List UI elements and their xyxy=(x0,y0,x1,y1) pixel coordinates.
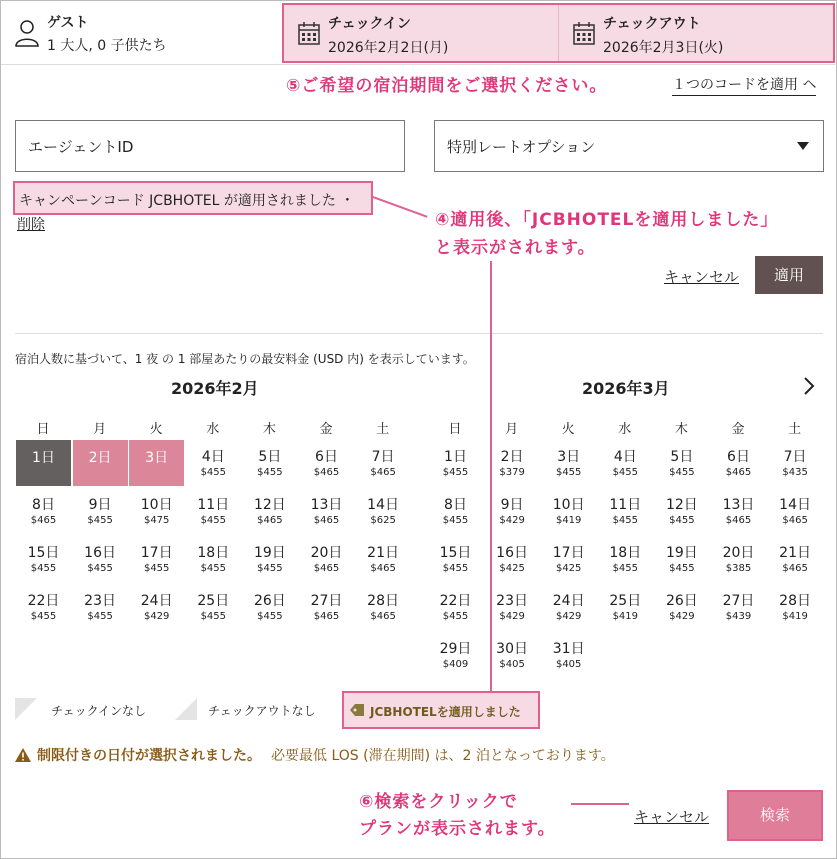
day-number: 17日 xyxy=(140,545,173,561)
day-price: $455 xyxy=(257,467,283,478)
day-price: $409 xyxy=(442,659,469,670)
cancel-link[interactable]: キャンセル xyxy=(634,808,710,826)
chevron-right-icon[interactable] xyxy=(798,375,820,397)
day-price: $455 xyxy=(442,467,469,478)
checkout-value: 2026年2月3日(火) xyxy=(603,40,724,56)
calendar-day[interactable] xyxy=(186,584,241,630)
calendar-day[interactable] xyxy=(16,488,71,534)
calendar-day[interactable] xyxy=(768,584,823,630)
warning-text: 必要最低 LOS (滞在期間) は、2 泊となっております。 xyxy=(271,748,615,764)
day-number: 24日 xyxy=(552,593,585,609)
day-price: $465 xyxy=(725,515,752,526)
day-price: $429 xyxy=(499,515,525,526)
calendar-day[interactable] xyxy=(129,536,184,582)
calendar-day[interactable] xyxy=(186,536,241,582)
day-price: $465 xyxy=(370,467,396,478)
calendar-day[interactable] xyxy=(129,584,184,630)
calendar-day[interactable] xyxy=(16,584,71,630)
calendar-day[interactable] xyxy=(428,440,483,486)
checkin-label: チェックイン xyxy=(328,16,411,32)
day-number: 13日 xyxy=(310,497,343,513)
annotation-connector xyxy=(372,196,427,218)
restriction-warning xyxy=(15,745,615,765)
day-number: 18日 xyxy=(609,545,642,561)
day-number: 1日 xyxy=(444,449,467,465)
calendar-day[interactable] xyxy=(129,440,184,486)
calendar-day[interactable] xyxy=(654,440,709,486)
calendar-day[interactable] xyxy=(299,488,354,534)
day-number: 1日 xyxy=(32,450,55,466)
calendar-day[interactable] xyxy=(711,488,766,534)
calendar-day[interactable] xyxy=(598,584,653,630)
day-number: 20日 xyxy=(310,545,343,561)
day-price: $455 xyxy=(442,611,469,622)
no-checkout-legend-icon xyxy=(175,698,197,720)
day-price: $455 xyxy=(30,611,57,622)
calendar-day[interactable] xyxy=(598,440,653,486)
day-number: 5日 xyxy=(670,449,694,465)
calendar-day[interactable] xyxy=(186,440,241,486)
day-price: $455 xyxy=(442,515,469,526)
calendar-day[interactable] xyxy=(129,488,184,534)
day-price: $625 xyxy=(370,515,396,526)
day-price: $455 xyxy=(257,611,283,622)
annotation-step4-line2: と表示がされます。 xyxy=(435,238,596,258)
day-price: $405 xyxy=(555,659,582,670)
date-range-box xyxy=(282,3,835,63)
calendar-day[interactable] xyxy=(485,584,540,630)
day-number: 17日 xyxy=(552,545,585,561)
calendar-day[interactable] xyxy=(485,632,540,678)
day-number: 3日 xyxy=(557,449,581,465)
day-price: $439 xyxy=(725,611,752,622)
calendar-day[interactable] xyxy=(16,536,71,582)
day-number: 22日 xyxy=(27,593,60,609)
price-note: 宿泊人数に基づいて、1 夜 の 1 部屋あたりの最安料金 (USD 内) を表示しています。 xyxy=(15,352,475,366)
day-price: $455 xyxy=(669,515,695,526)
calendar-day[interactable] xyxy=(541,584,596,630)
day-number: 23日 xyxy=(84,593,116,609)
day-number: 2日 xyxy=(500,449,524,465)
day-number: 23日 xyxy=(496,593,528,609)
month-title-mar: 2026年3月 xyxy=(582,379,670,398)
calendar-day[interactable] xyxy=(541,488,596,534)
calendar-day[interactable] xyxy=(711,536,766,582)
day-price: $405 xyxy=(499,659,525,670)
calendar-day[interactable] xyxy=(598,536,653,582)
checkout-label: チェックアウト xyxy=(603,16,701,32)
day-number: 14日 xyxy=(367,497,399,513)
calendar-day[interactable] xyxy=(186,488,241,534)
day-number: 29日 xyxy=(439,641,472,657)
calendar-day[interactable] xyxy=(428,584,483,630)
day-price: $475 xyxy=(143,515,170,526)
day-price: $465 xyxy=(782,515,808,526)
day-number: 20日 xyxy=(722,545,755,561)
apply-code-toggle[interactable]: １つのコードを適用 ヘ xyxy=(672,74,816,96)
day-price: $465 xyxy=(313,467,340,478)
search-button[interactable]: 検索 xyxy=(727,790,823,841)
weekday-header: 日 xyxy=(448,422,462,437)
day-number: 15日 xyxy=(27,545,60,561)
day-price: $379 xyxy=(499,467,525,478)
day-number: 28日 xyxy=(367,593,399,609)
day-number: 26日 xyxy=(253,593,286,609)
day-price: $465 xyxy=(313,515,340,526)
day-number: 21日 xyxy=(779,545,811,561)
day-price: $455 xyxy=(555,467,582,478)
day-number: 22日 xyxy=(439,593,472,609)
guest-selector[interactable] xyxy=(15,11,275,57)
guest-value: 1 大人, 0 子供たち xyxy=(47,38,167,54)
calendar-day[interactable] xyxy=(299,536,354,582)
day-price: $455 xyxy=(612,467,639,478)
day-number: 12日 xyxy=(665,497,698,513)
day-number: 25日 xyxy=(197,593,230,609)
calendar-day[interactable] xyxy=(768,536,823,582)
calendar-day[interactable] xyxy=(299,440,354,486)
day-price: $465 xyxy=(257,515,283,526)
day-price: $455 xyxy=(87,515,113,526)
calendar-day[interactable] xyxy=(356,584,411,630)
day-number: 2日 xyxy=(88,450,112,466)
calendar-day[interactable] xyxy=(654,536,709,582)
calendar-day[interactable] xyxy=(356,536,411,582)
day-number: 26日 xyxy=(665,593,698,609)
legend-no-checkout: チェックアウトなし xyxy=(208,704,316,718)
day-number: 7日 xyxy=(371,449,395,465)
day-price: $425 xyxy=(499,563,525,574)
calendar-day[interactable] xyxy=(356,440,411,486)
day-price: $465 xyxy=(370,563,396,574)
month-title-feb: 2026年2月 xyxy=(171,379,259,398)
day-number: 8日 xyxy=(32,497,55,513)
day-price: $455 xyxy=(442,563,469,574)
day-price: $465 xyxy=(782,563,808,574)
calendar-day[interactable] xyxy=(711,584,766,630)
weekday-header: 木 xyxy=(262,422,276,437)
day-number: 5日 xyxy=(258,449,282,465)
day-number: 27日 xyxy=(722,593,755,609)
calendar-day[interactable] xyxy=(485,536,540,582)
weekday-header: 水 xyxy=(206,422,220,437)
calendar-icon xyxy=(573,21,595,45)
day-price: $455 xyxy=(143,563,170,574)
calendar-day[interactable] xyxy=(768,488,823,534)
day-price: $455 xyxy=(612,563,639,574)
day-price: $419 xyxy=(612,611,639,622)
day-number: 19日 xyxy=(665,545,698,561)
weekday-header: 木 xyxy=(674,422,688,437)
calendar-day[interactable] xyxy=(654,488,709,534)
day-price: $465 xyxy=(725,467,752,478)
day-price: $385 xyxy=(725,563,752,574)
weekday-header: 月 xyxy=(93,422,107,437)
day-price: $425 xyxy=(555,563,582,574)
header-bar xyxy=(1,1,837,65)
day-number: 4日 xyxy=(613,449,637,465)
day-number: 13日 xyxy=(722,497,755,513)
calendar-day[interactable] xyxy=(485,440,540,486)
checkout-box[interactable] xyxy=(558,5,833,61)
guest-label: ゲスト xyxy=(47,15,89,31)
day-number: 31日 xyxy=(552,641,585,657)
calendar-day[interactable] xyxy=(541,440,596,486)
day-price: $429 xyxy=(499,611,525,622)
day-price: $465 xyxy=(313,611,340,622)
day-number: 14日 xyxy=(779,497,811,513)
day-number: 27日 xyxy=(310,593,343,609)
warning-title: 制限付きの日付が選択されました。 xyxy=(37,748,261,764)
day-number: 21日 xyxy=(367,545,399,561)
day-number: 25日 xyxy=(609,593,642,609)
day-price: $455 xyxy=(200,563,227,574)
annotation-step4-line1: ④適用後、「JCBHOTELを適用しました」 xyxy=(435,210,779,230)
day-number: 12日 xyxy=(253,497,286,513)
day-price: $419 xyxy=(782,611,808,622)
calendar-day[interactable] xyxy=(768,440,823,486)
day-number: 18日 xyxy=(197,545,230,561)
agent-id-field[interactable]: エージェントID xyxy=(15,120,405,172)
no-checkin-legend-icon xyxy=(15,698,37,720)
divider xyxy=(15,333,823,334)
day-price: $429 xyxy=(143,611,170,622)
calendar-day[interactable] xyxy=(73,440,128,486)
day-number: 7日 xyxy=(783,449,807,465)
calendar-day[interactable] xyxy=(598,488,653,534)
day-number: 6日 xyxy=(727,449,750,465)
calendar-day[interactable] xyxy=(711,440,766,486)
day-number: 6日 xyxy=(315,449,338,465)
calendar-icon xyxy=(298,21,320,45)
day-price: $455 xyxy=(87,563,113,574)
calendar-day[interactable] xyxy=(541,536,596,582)
warning-icon xyxy=(15,748,31,762)
legend-jcb-label: JCBHOTELを適用しました xyxy=(370,705,521,719)
calendar-day[interactable] xyxy=(485,488,540,534)
day-price: $455 xyxy=(30,563,57,574)
calendar-day[interactable] xyxy=(356,488,411,534)
weekday-header: 日 xyxy=(36,422,50,437)
calendar-day[interactable] xyxy=(73,584,128,630)
weekday-header: 火 xyxy=(149,422,163,437)
day-price: $465 xyxy=(313,563,340,574)
day-number: 15日 xyxy=(439,545,472,561)
calendar-day[interactable] xyxy=(242,440,297,486)
day-number: 9日 xyxy=(88,497,112,513)
calendar-day[interactable] xyxy=(242,536,297,582)
annotation-step6-line1: ⑥検索をクリックで xyxy=(359,792,518,812)
checkin-box[interactable] xyxy=(284,5,558,61)
weekday-header: 金 xyxy=(319,422,333,437)
day-number: 9日 xyxy=(500,497,524,513)
day-price: $455 xyxy=(257,563,283,574)
day-number: 10日 xyxy=(140,497,173,513)
day-price: $429 xyxy=(669,611,695,622)
day-number: 24日 xyxy=(140,593,173,609)
special-rate-select[interactable] xyxy=(434,120,824,172)
day-number: 4日 xyxy=(201,449,225,465)
calendar-day[interactable] xyxy=(654,584,709,630)
apply-button[interactable]: 適用 xyxy=(755,256,823,294)
checkin-value: 2026年2月2日(月) xyxy=(328,40,449,56)
weekday-header: 水 xyxy=(618,422,632,437)
weekday-header: 金 xyxy=(731,422,745,437)
day-price: $455 xyxy=(669,467,695,478)
day-price: $429 xyxy=(555,611,582,622)
calendar-day[interactable] xyxy=(299,584,354,630)
annotation-connector xyxy=(490,261,492,693)
day-price: $455 xyxy=(200,467,227,478)
day-price: $455 xyxy=(669,563,695,574)
day-price: $435 xyxy=(782,467,808,478)
day-number: 19日 xyxy=(253,545,286,561)
calendar-day[interactable] xyxy=(242,584,297,630)
person-icon xyxy=(15,19,39,47)
tag-icon xyxy=(350,704,364,716)
delete-code-link[interactable]: 削除 xyxy=(17,217,45,233)
calendar-day[interactable] xyxy=(73,536,128,582)
chevron-down-icon xyxy=(797,142,809,150)
day-price: $465 xyxy=(370,611,396,622)
day-number: 16日 xyxy=(496,545,528,561)
annotation-step5: ⑤ご希望の宿泊期間をご選択ください。 xyxy=(286,76,608,96)
annotation-step6-line2: プランが表示されます。 xyxy=(359,819,556,839)
day-number: 30日 xyxy=(496,641,528,657)
day-number: 10日 xyxy=(552,497,585,513)
day-number: 28日 xyxy=(779,593,811,609)
special-rate-value: 特別レートオプション xyxy=(447,138,596,156)
calendar-day[interactable] xyxy=(73,488,128,534)
legend-no-checkin: チェックインなし xyxy=(51,704,147,718)
day-price: $455 xyxy=(200,611,227,622)
day-number: 11日 xyxy=(197,497,230,513)
campaign-applied-message: キャンペーンコード JCBHOTEL が適用されました ・ xyxy=(13,181,373,215)
day-price: $465 xyxy=(30,515,57,526)
weekday-header: 土 xyxy=(376,422,390,437)
calendar-day[interactable] xyxy=(428,488,483,534)
day-price: $455 xyxy=(200,515,227,526)
day-price: $419 xyxy=(555,515,582,526)
day-number: 3日 xyxy=(145,450,169,466)
day-price: $455 xyxy=(612,515,639,526)
calendar-day[interactable] xyxy=(428,632,483,678)
annotation-connector xyxy=(571,803,629,805)
day-number: 8日 xyxy=(444,497,467,513)
weekday-header: 月 xyxy=(505,422,519,437)
legend-jcb xyxy=(342,691,540,729)
calendar-day[interactable] xyxy=(16,440,71,486)
day-number: 16日 xyxy=(84,545,116,561)
calendar-day[interactable] xyxy=(242,488,297,534)
weekday-header: 土 xyxy=(788,422,802,437)
cancel-code-link[interactable]: キャンセル xyxy=(664,268,740,286)
weekday-header: 火 xyxy=(561,422,575,437)
day-number: 11日 xyxy=(609,497,642,513)
calendar-day[interactable] xyxy=(541,632,596,678)
day-price: $455 xyxy=(87,611,113,622)
calendar-day[interactable] xyxy=(428,536,483,582)
